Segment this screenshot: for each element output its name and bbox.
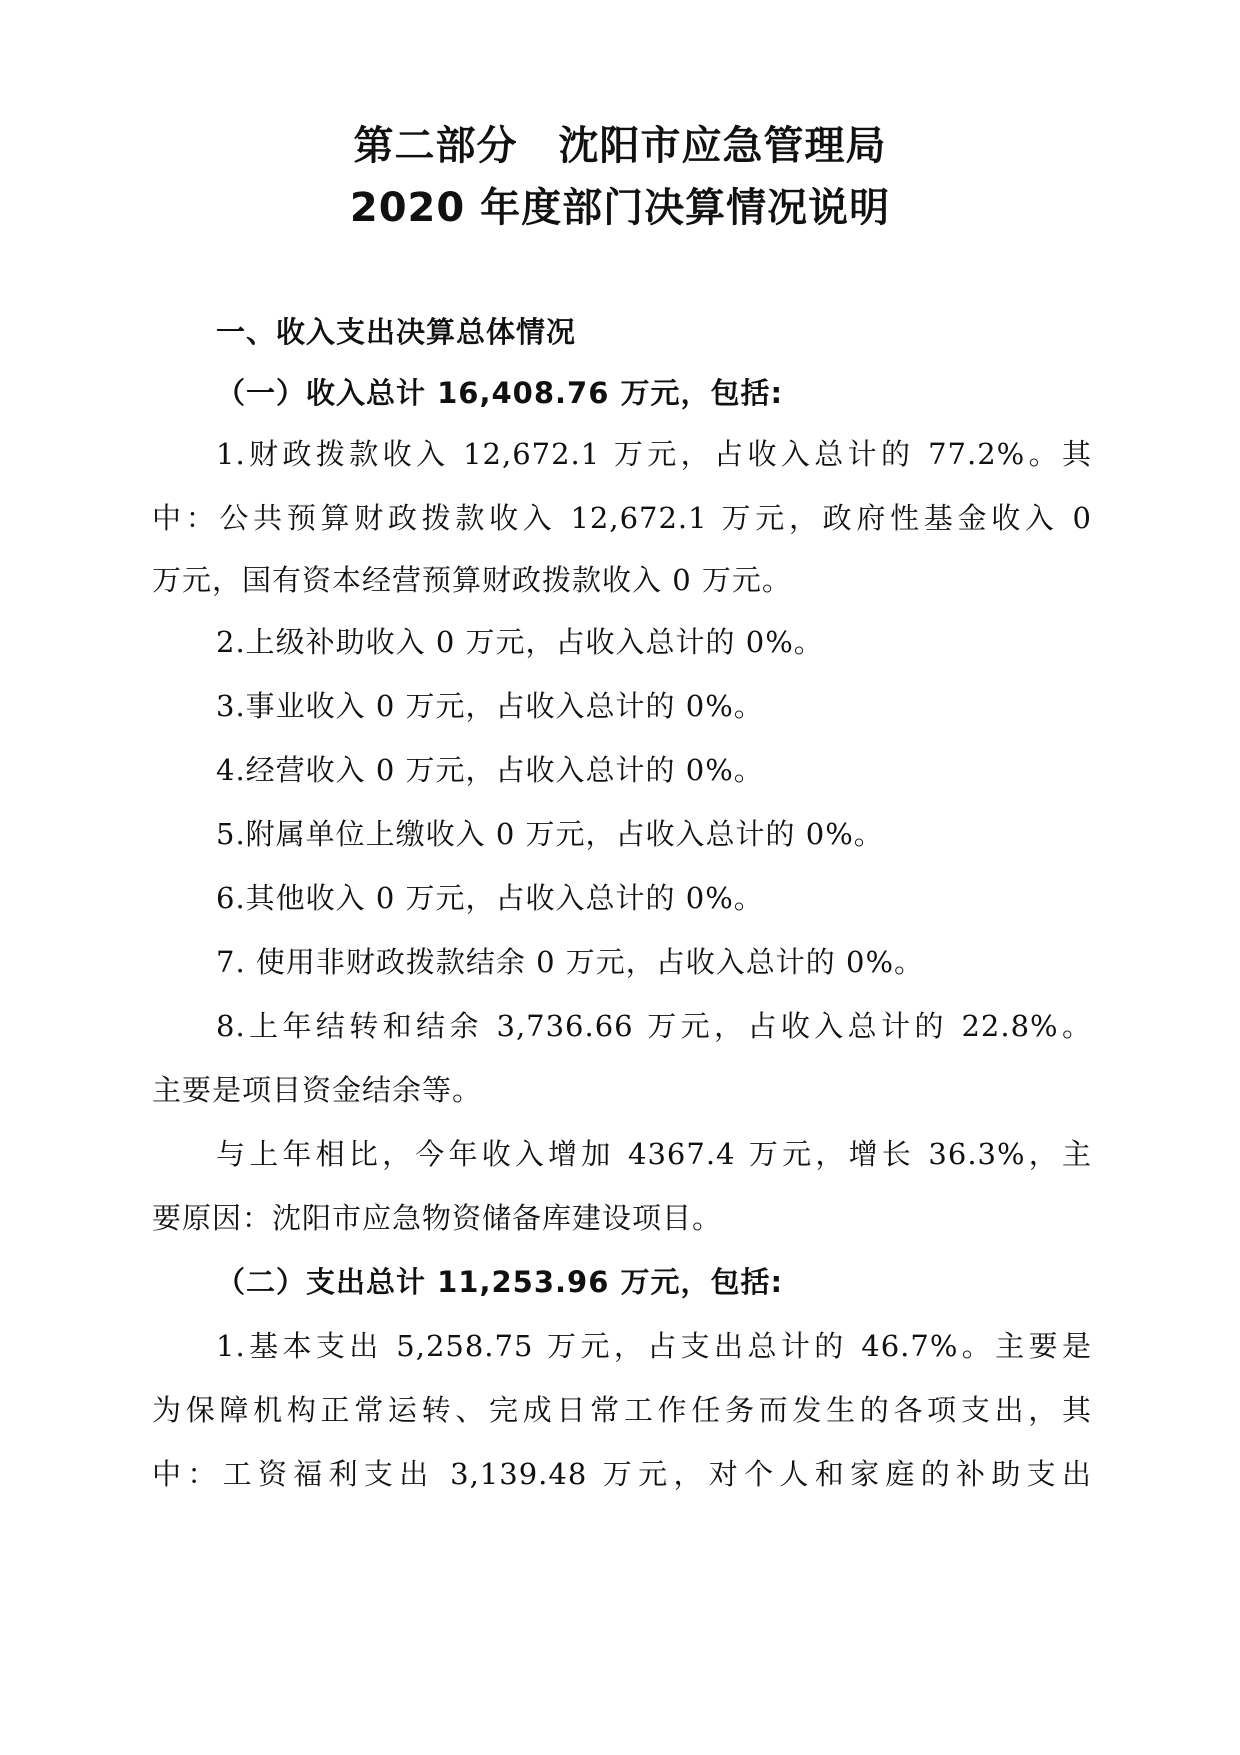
- paragraph-line: 为保障机构正常运转、完成日常工作任务而发生的各项支出，其: [152, 1393, 1092, 1427]
- paragraph-line: 要原因：沈阳市应急物资储备库建设项目。: [152, 1201, 723, 1235]
- subsection-heading-expenditure: （二）支出总计 11,253.96 万元，包括:: [216, 1265, 784, 1299]
- paragraph-line: 6.其他收入 0 万元，占收入总计的 0%。: [216, 881, 764, 915]
- paragraph-line: 万元，国有资本经营预算财政拨款收入 0 万元。: [152, 563, 792, 597]
- paragraph-line: 中：工资福利支出 3,139.48 万元，对个人和家庭的补助支出: [152, 1457, 1092, 1491]
- document-title-line-2: 2020 年度部门决算情况说明: [349, 185, 891, 231]
- paragraph-line: 5.附属单位上缴收入 0 万元，占收入总计的 0%。: [216, 817, 884, 851]
- paragraph-line: 7. 使用非财政拨款结余 0 万元，占收入总计的 0%。: [216, 945, 924, 979]
- subsection-heading-income: （一）收入总计 16,408.76 万元，包括:: [216, 376, 784, 410]
- paragraph-line: 3.事业收入 0 万元，占收入总计的 0%。: [216, 689, 764, 723]
- paragraph-line: 1.财政拨款收入 12,672.1 万元，占收入总计的 77.2%。其: [216, 437, 1092, 471]
- section-heading: 一、收入支出决算总体情况: [216, 315, 577, 349]
- paragraph-line: 4.经营收入 0 万元，占收入总计的 0%。: [216, 753, 764, 787]
- paragraph-line: 8.上年结转和结余 3,736.66 万元，占收入总计的 22.8%。: [216, 1009, 1092, 1043]
- paragraph-line: 1.基本支出 5,258.75 万元，占支出总计的 46.7%。主要是: [216, 1329, 1092, 1363]
- paragraph-line: 主要是项目资金结余等。: [152, 1073, 483, 1107]
- paragraph-line: 2.上级补助收入 0 万元，占收入总计的 0%。: [216, 625, 824, 659]
- paragraph-line: 与上年相比，今年收入增加 4367.4 万元，增长 36.3%，主: [216, 1137, 1092, 1171]
- document-title-line-1: 第二部分 沈阳市应急管理局: [353, 123, 887, 169]
- paragraph-line: 中：公共预算财政拨款收入 12,672.1 万元，政府性基金收入 0: [152, 501, 1092, 535]
